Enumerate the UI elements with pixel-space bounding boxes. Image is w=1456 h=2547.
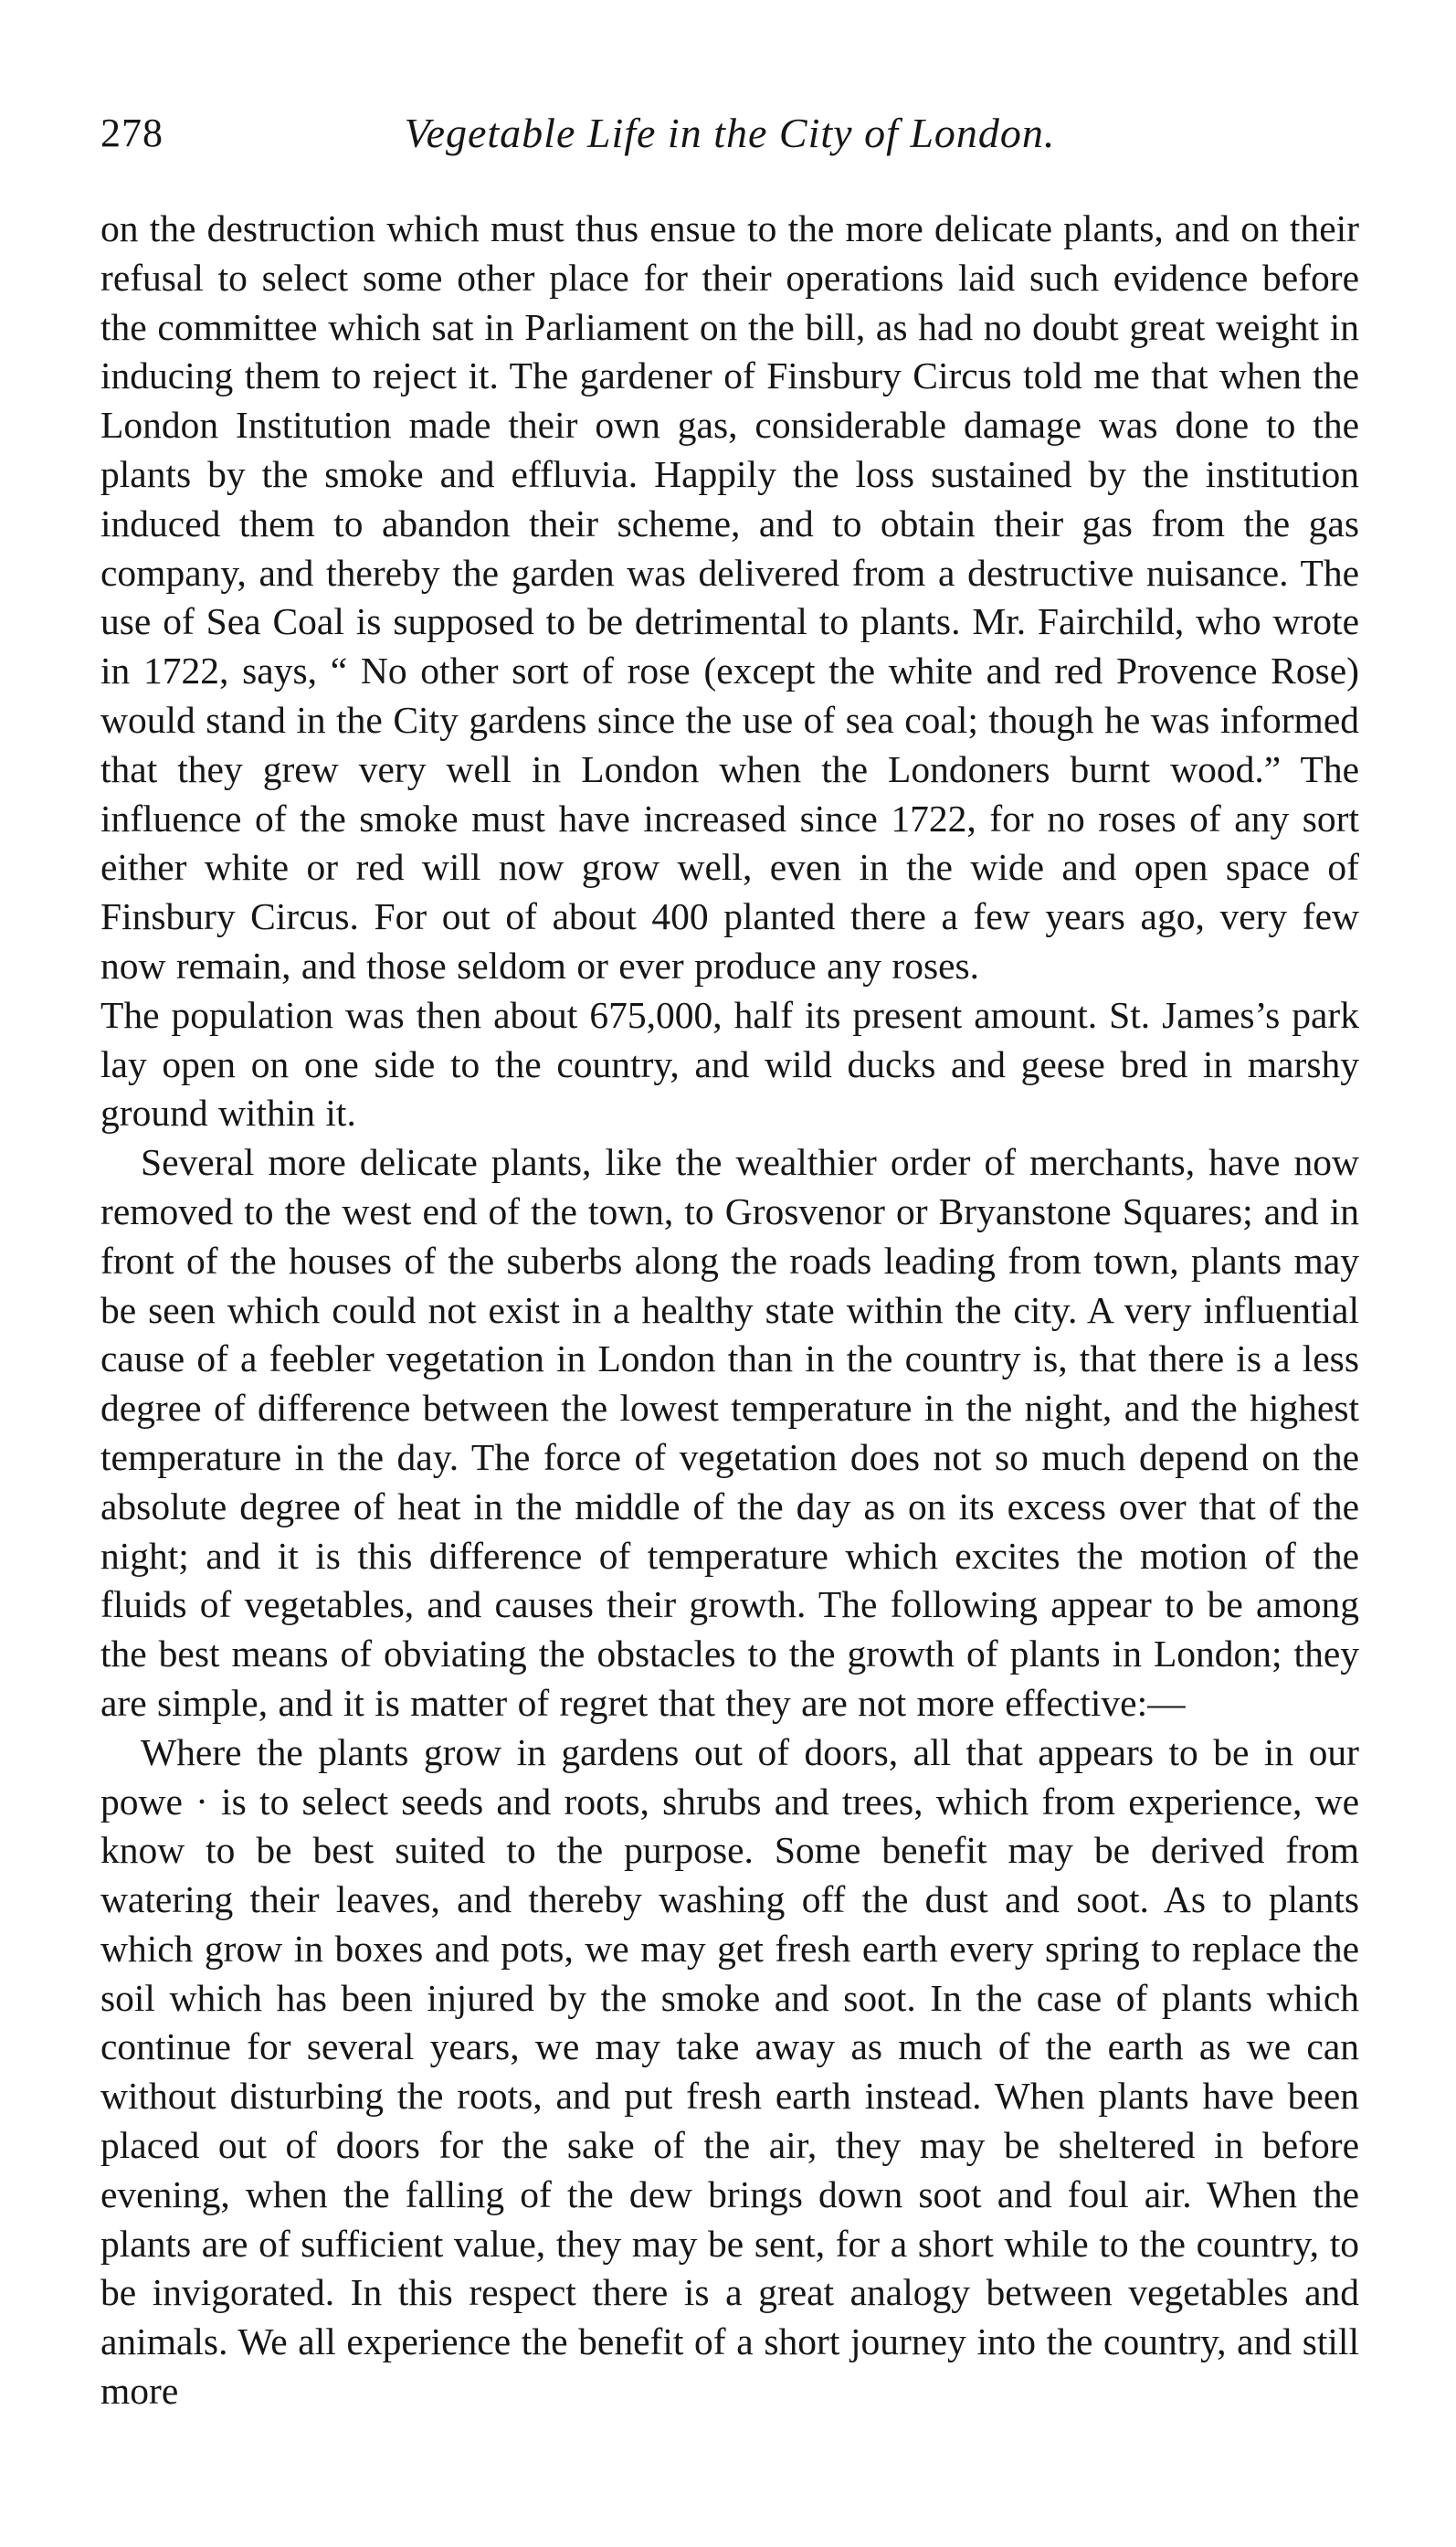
running-title: Vegetable Life in the City of London. bbox=[404, 110, 1056, 156]
paragraph-population: The population was then about 675,000, half its present amount. St. James’s park lay open on one side to the country, and wild ducks and geese bred in marshy ground within it. bbox=[100, 993, 1359, 1135]
body-text bbox=[100, 205, 1359, 2416]
paragraph-gardens: Where the plants grow in gardens out of doors, all that appears to be in our powe · is to select seeds and roots, shrubs and trees, which from experience, we know to be best suited to the purpose. Some benefit may be derived from watering their leaves, and thereby washing off the dust and soot. As to plants which grow in boxes and pots, we may get fresh earth every spring to replace the soil which has been injured by the smoke and soot. In the case of plants which continue for several years, we may take away as much of the earth as we can without disturbing the roots, and put fresh earth instead. When plants have been placed out of doors for the sake of the air, they may be sheltered in before evening, when the falling of the dew brings down soot and foul air. When the plants are of sufficient value, they may be sent, for a short while to the country, to be invigorated. In this respect there is a great analogy between vegetables and animals. We all experience the benefit of a short journey into the country, and still more bbox=[100, 1730, 1359, 2413]
paragraph-continued: on the destruction which must thus ensue to the more delicate plants, and on their refusal to select some other place for their operations laid such evidence before the committee which sat in Parliament on the bill, as had no doubt great weight in inducing them to reject it. The gardener of Finsbury Circus told me that when the London Institution made their own gas, considerable damage was done to the plants by the smoke and effluvia. Happily the loss sustained by the institution induced them to abandon their scheme, and to obtain their gas from the gas company, and thereby the garden was delivered from a destructive nuisance. The use of Sea Coal is supposed to be detrimental to plants. Mr. Fairchild, who wrote in 1722, says, “ No other sort of rose (except the white and red Provence Rose) would stand in the City gardens since the use of sea coal; though he was informed that they grew very well in London when the Londoners burnt wood.” The influence of the smoke must have increased since 1722, for no roses of any sort either white or red will now grow well, even in the wide and open space of Finsbury Circus. For out of about 400 planted there a few years ago, very few now remain, and those seldom or ever produce any roses. bbox=[100, 207, 1359, 987]
running-head bbox=[100, 108, 1359, 172]
paragraph-delicate-plants: Several more delicate plants, like the wealthier order of merchants, have now removed to the west end of the town, to Grosvenor or Bryanstone Squares; and in front of the houses of the suberbs along the roads leading from town, plants may be seen which could not exist in a healthy state within the city. A very influential cause of a feebler vegetation in London than in the country is, that there is a less degree of difference between the lowest temperature in the night, and the highest temperature in the day. The force of vegetation does not so much depend on the absolute degree of heat in the middle of the day as on its excess over that of the night; and it is this difference of temperature which excites the motion of the fluids of vegetables, and causes their growth. The following appear to be among the best means of obviating the obstacles to the growth of plants in London; they are simple, and it is matter of regret that they are not more effective:— bbox=[100, 1141, 1359, 1724]
page-number: 278 bbox=[100, 111, 164, 155]
book-page bbox=[100, 108, 1359, 2416]
